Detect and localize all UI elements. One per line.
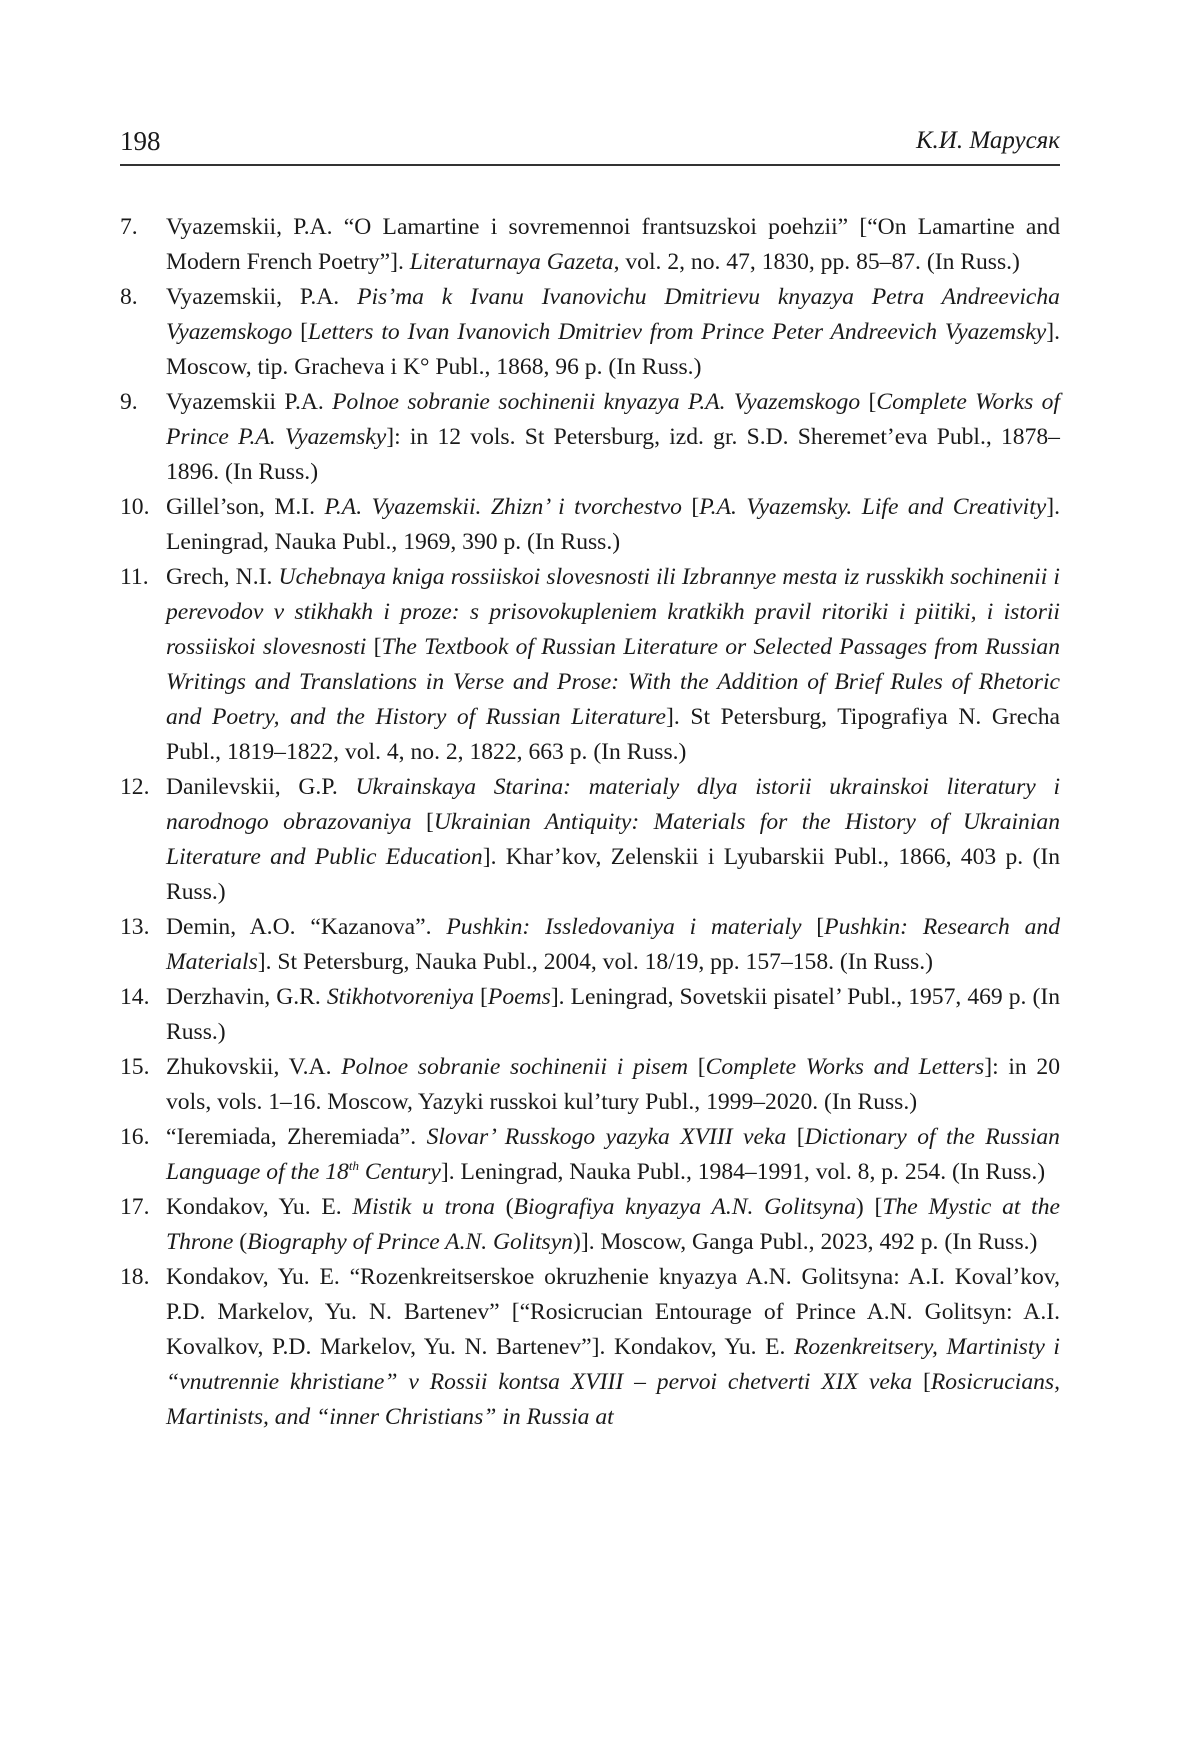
reference-title-italic: Polnoe sobranie sochinenii i pisem (341, 1054, 689, 1080)
reference-number: 11. (120, 564, 149, 590)
reference-number: 10. (120, 494, 150, 520)
reference-title-italic: Uchebnaya kniga rossiiskoi slovesnosti ili Izbrannye mesta iz russkikh sochinenii i perevodov v stikhakh i proze: s prisovokupleniem kratkikh pravil ritoriki i piitiki, i istorii rossiiskoi slovesnosti (166, 564, 1060, 660)
reference-title-italic: Letters to Ivan Ivanovich Dmitriev from Prince Peter Andreevich Vyazemsky (307, 319, 1047, 345)
reference-text: Danilevskii, G.P. (166, 774, 356, 800)
reference-text: ]. Leningrad, Sovetskii pisatel’ Publ., 1957, 469 p. (In Russ.) (166, 984, 1061, 1045)
reference-text: Vyazemskii, P.A. “O Lamartine i sovremennoi frantsuzskoi poehzii” [“On Lamartine and Modern French Poetry”]. (166, 214, 1060, 275)
reference-text: [ (860, 389, 877, 415)
reference-item (120, 1260, 1060, 1435)
reference-title-italic: Polnoe sobranie sochinenii knyazya P.A. Vyazemskogo (332, 389, 861, 415)
reference-text: ]. Leningrad, Nauka Publ., 1969, 390 p. (In Russ.) (166, 494, 1060, 555)
reference-item (120, 980, 1060, 1050)
reference-text: ]: in 12 vols. St Petersburg, izd. gr. S.D. Sheremet’eva Publ., 1878–1896. (In Russ.) (166, 424, 1060, 485)
reference-title-italic: Pushkin: Research and Materials (166, 914, 1060, 975)
reference-text: [ (411, 809, 434, 835)
reference-title-italic: Dictionary of the Russian Language of the 18 (166, 1124, 1060, 1185)
reference-number: 9. (120, 389, 138, 415)
reference-text: ]. Khar’kov, Zelenskii i Lyubarskii Publ., 1866, 403 p. (In Russ.) (166, 844, 1061, 905)
reference-title-italic: Ukrainian Antiquity: Materials for the History of Ukrainian Literature and Public Education (166, 809, 1061, 870)
reference-text: ]. Leningrad, Nauka Publ., 1984–1991, vol. 8, p. 254. (In Russ.) (440, 1159, 1046, 1185)
reference-text: [ (912, 1369, 931, 1395)
reference-title-italic: Complete Works of Prince P.A. Vyazemsky (166, 389, 1060, 450)
reference-title-italic: The Textbook of Russian Literature or Selected Passages from Russian Writings and Translations in Verse and Prose: With the Addition of Brief Rules of Rhetoric and Poetry, and the History of Russian Literature (166, 634, 1060, 730)
reference-title-italic: Pushkin: Issledovaniya i materialy (446, 914, 802, 940)
reference-item (120, 1050, 1060, 1120)
reference-number: 13. (120, 914, 150, 940)
reference-text: ( (494, 1194, 514, 1220)
reference-text: )]. Moscow, Ganga Publ., 2023, 492 p. (In Russ.) (572, 1229, 1038, 1255)
reference-title-italic: Pis’ma k Ivanu Ivanovichu Dmitrievu knyazya Petra Andreevicha Vyazemskogo (166, 284, 1060, 345)
reference-item (120, 280, 1060, 385)
reference-title-italic: P.A. Vyazemsky. Life and Creativity (699, 494, 1047, 520)
reference-text: , vol. 2, no. 47, 1830, pp. 85–87. (In Russ.) (613, 249, 1020, 275)
reference-text: [ (688, 1054, 706, 1080)
reference-text: “Ieremiada, Zheremiada”. (166, 1124, 427, 1150)
reference-title-italic: Slovar’ Russkogo yazyka XVIII veka (426, 1124, 787, 1150)
reference-title-italic: P.A. Vyazemskii. Zhizn’ i tvorchestvo (324, 494, 682, 520)
reference-number: 7. (120, 214, 138, 240)
reference-item (120, 210, 1060, 280)
reference-item (120, 385, 1060, 490)
reference-text: Vyazemskii P.A. (166, 389, 333, 415)
reference-title-italic: Stikhotvoreniya (326, 984, 475, 1010)
reference-title-italic: Rosicrucians, Martinists, and “inner Christians” in Russia at (166, 1369, 1060, 1430)
reference-title-italic: The Mystic at the Throne (166, 1194, 1060, 1255)
page-header (120, 124, 1060, 166)
reference-text: ]. St Petersburg, Nauka Publ., 2004, vol. 18/19, pp. 157–158. (In Russ.) (257, 949, 933, 975)
reference-title-italic: Century (358, 1159, 441, 1185)
reference-title-italic: Literaturnaya Gazeta (409, 249, 614, 275)
reference-title-italic: Mistik u trona (352, 1194, 495, 1220)
reference-title-italic: Ukrainskaya Starina: materialy dlya istorii ukrainskoi literatury i narodnogo obrazovaniya (166, 774, 1060, 835)
reference-title-italic: Poems (487, 984, 551, 1010)
reference-item (120, 560, 1060, 770)
reference-text: [ (292, 319, 308, 345)
reference-number: 17. (120, 1194, 150, 1220)
reference-text: Grech, N.I. (166, 564, 279, 590)
reference-item (120, 770, 1060, 910)
reference-text: [ (801, 914, 825, 940)
reference-number: 8. (120, 284, 138, 310)
reference-text: Demin, A.O. “Kazanova”. (166, 914, 447, 940)
reference-text: [ (366, 634, 382, 660)
reference-text: [ (681, 494, 700, 520)
reference-title-italic: Biography of Prince A.N. Golitsyn (247, 1229, 573, 1255)
reference-text: [ (786, 1124, 805, 1150)
reference-text: Vyazemskii, P.A. (166, 284, 358, 310)
reference-text: [ (474, 984, 488, 1010)
reference-text: ) [ (855, 1194, 883, 1220)
reference-number: 15. (120, 1054, 150, 1080)
reference-text: ( (233, 1229, 248, 1255)
reference-text: Kondakov, Yu. E. “Rozenkreitserskoe okruzhenie knyazya A.N. Golitsyna: A.I. Koval’kov, P.D. Markelov, Yu. N. Bartenev” [“Rosicrucian Entourage of Prince A.N. Golitsyn: A.I. Kovalkov, P.D. Markelov, Yu. N. Bartenev”]. Kondakov, Yu. E. (166, 1264, 1060, 1360)
reference-item (120, 1190, 1060, 1260)
reference-text: Gillel’son, M.I. (166, 494, 325, 520)
reference-text: ]. St Petersburg, Tipografiya N. Grecha Publ., 1819–1822, vol. 4, no. 2, 1822, 663 p. (In Russ.) (166, 704, 1060, 765)
reference-number: 14. (120, 984, 150, 1010)
reference-text: Derzhavin, G.R. (166, 984, 327, 1010)
reference-item (120, 910, 1060, 980)
reference-number: 18. (120, 1264, 150, 1290)
reference-text: ]: in 20 vols, vols. 1–16. Moscow, Yazyki russkoi kul’tury Publ., 1999–2020. (In Russ.) (166, 1054, 1061, 1115)
reference-title-italic: Rozenkreitsery, Martinisty i “vnutrennie khristiane” v Rossii kontsa XVIII – pervoi chetverti XIX veka (166, 1334, 1060, 1395)
page-number: 198 (120, 126, 161, 156)
superscript-text: th (348, 1158, 359, 1174)
reference-list (120, 210, 1060, 1435)
reference-number: 12. (120, 774, 150, 800)
reference-item (120, 490, 1060, 560)
reference-title-italic: Complete Works and Letters (705, 1054, 985, 1080)
reference-text: Kondakov, Yu. E. (166, 1194, 353, 1220)
reference-number: 16. (120, 1124, 150, 1150)
reference-title-italic: Biografiya knyazya A.N. Golitsyna (513, 1194, 856, 1220)
reference-text: Zhukovskii, V.A. (166, 1054, 342, 1080)
reference-item (120, 1120, 1060, 1190)
reference-text: ]. Moscow, tip. Gracheva i K° Publ., 1868, 96 p. (In Russ.) (166, 319, 1060, 380)
running-head-author: К.И. Марусяк (915, 127, 1060, 154)
